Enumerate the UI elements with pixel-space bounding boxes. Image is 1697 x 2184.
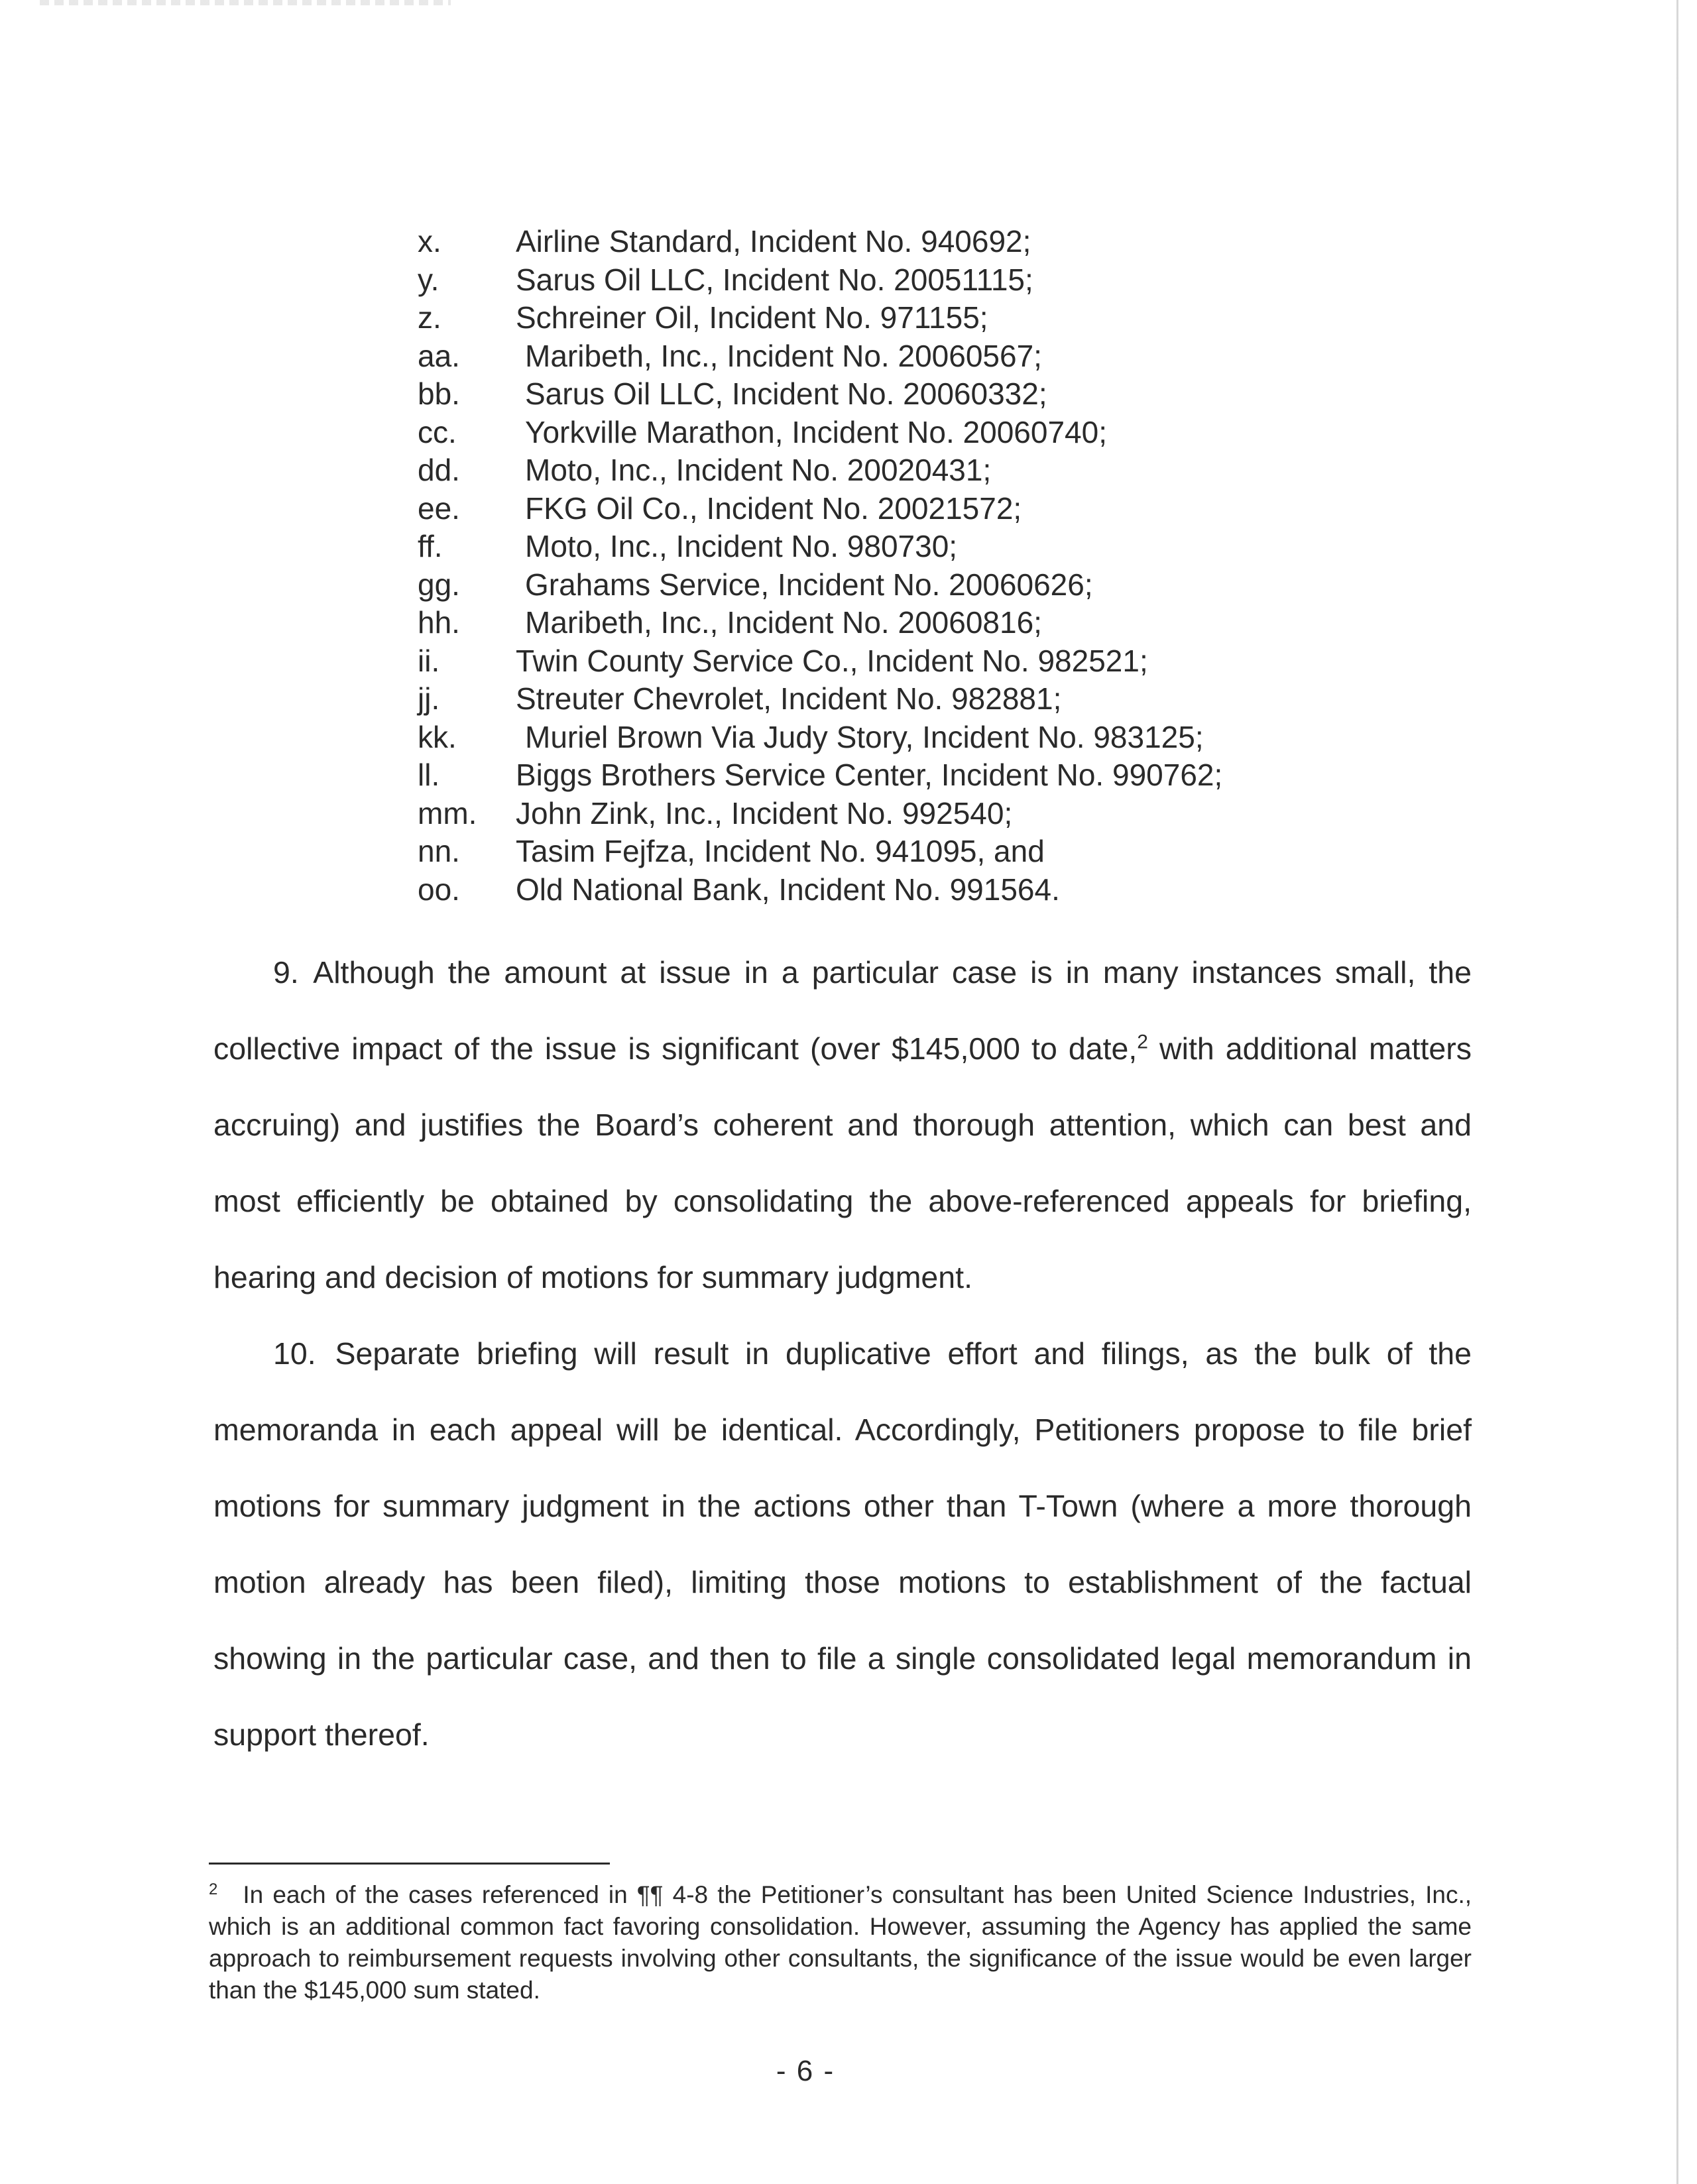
list-item [418, 680, 1545, 718]
list-item-label: jj. [418, 681, 440, 716]
list-item-text: Sarus Oil LLC, Incident No. 20051115; [516, 262, 1033, 297]
paragraph-text: Although the amount at issue in a particular case is in many instances small, the collective impact of the issue is significant (over $145,000 to date, [213, 955, 1472, 1066]
list-item [418, 375, 1545, 414]
footnote-divider [209, 1863, 610, 1865]
list-item [418, 871, 1545, 909]
paragraph-number: 10. [273, 1336, 316, 1371]
list-item-label: x. [418, 224, 441, 259]
page-edge-shadow [1676, 0, 1678, 2184]
list-item-label: cc. [418, 414, 457, 449]
list-item-label: dd. [418, 453, 460, 487]
list-item-label: aa. [418, 338, 460, 373]
list-item [418, 604, 1545, 642]
list-item-label: y. [418, 262, 439, 297]
list-item [418, 718, 1545, 757]
list-item-text: Muriel Brown Via Judy Story, Incident No. 983125; [525, 719, 1204, 754]
list-item-label: z. [418, 300, 441, 335]
footnote-mark: 2 [209, 1880, 218, 1898]
list-item-text: Streuter Chevrolet, Incident No. 982881; [516, 681, 1062, 716]
list-item [418, 299, 1545, 337]
list-item [418, 642, 1545, 681]
list-item [418, 451, 1545, 490]
list-item [418, 566, 1545, 604]
scan-artifact [40, 0, 451, 5]
list-item-label: ee. [418, 490, 460, 526]
list-item [418, 223, 1545, 261]
list-item-text: Grahams Service, Incident No. 20060626; [525, 567, 1093, 602]
list-item [418, 756, 1545, 795]
footnote-text: In each of the cases referenced in ¶¶ 4-8 the Petitioner’s consultant has been United Science Industries, Inc., which is an additional common fact favoring consolidation. However, assuming the Agency has applied the same approach to reimbursement requests involving other consultants, the significance of the issue would be even larger than the $145,000 sum stated. [209, 1881, 1472, 2004]
list-item-text: Yorkville Marathon, Incident No. 20060740; [525, 414, 1107, 449]
list-item-label: kk. [418, 719, 457, 754]
paragraph-9 [213, 935, 1472, 1316]
list-item-text: Maribeth, Inc., Incident No. 20060816; [525, 605, 1042, 640]
list-item-text: Schreiner Oil, Incident No. 971155; [516, 300, 988, 335]
paragraph-number: 9. [273, 955, 299, 990]
incident-list [418, 223, 1545, 909]
list-item-label: oo. [418, 872, 460, 907]
list-item-label: mm. [418, 795, 477, 831]
list-item [418, 490, 1545, 528]
list-item-text: Tasim Fejfza, Incident No. 941095, and [516, 834, 1045, 868]
list-item-text: Old National Bank, Incident No. 991564. [516, 872, 1060, 907]
list-item-label: ii. [418, 643, 440, 678]
paragraph-text-continued: with additional matters accruing) and justifies the Board’s coherent and thorough attention, which can best and most efficiently be obtained by consolidating the above-referenced appeals for briefing, hearing and decision of motions for summary judgment. [213, 1031, 1472, 1294]
footnote [209, 1879, 1472, 2006]
list-item-text: Maribeth, Inc., Incident No. 20060567; [525, 338, 1042, 373]
list-item [418, 337, 1545, 376]
list-item-text: John Zink, Inc., Incident No. 992540; [516, 795, 1013, 831]
list-item-text: Moto, Inc., Incident No. 980730; [525, 529, 958, 563]
list-item [418, 795, 1545, 833]
list-item-text: FKG Oil Co., Incident No. 20021572; [525, 490, 1022, 526]
list-item-text: Sarus Oil LLC, Incident No. 20060332; [525, 376, 1047, 411]
list-item [418, 414, 1545, 452]
list-item [418, 833, 1545, 871]
paragraph-text: Separate briefing will result in duplicative effort and filings, as the bulk of the memoranda in each appeal will be identical. Accordingly, Petitioners propose to file brief motions for summary judgment in the actions other than T-Town (where a more thorough motion already has been filed), limiting those motions to establishment of the factual showing in the particular case, and then to file a single consolidated legal memorandum in support thereof. [213, 1336, 1472, 1752]
list-item-label: gg. [418, 567, 460, 602]
list-item-text: Biggs Brothers Service Center, Incident No. 990762; [516, 758, 1223, 792]
list-item-label: ff. [418, 529, 443, 563]
list-item-text: Twin County Service Co., Incident No. 982521; [516, 643, 1148, 678]
list-item-text: Moto, Inc., Incident No. 20020431; [525, 453, 992, 487]
page-number: - 6 - [776, 2055, 835, 2087]
list-item-label: hh. [418, 605, 460, 640]
list-item-label: nn. [418, 834, 460, 868]
list-item-label: bb. [418, 376, 460, 411]
list-item [418, 261, 1545, 300]
list-item-label: ll. [418, 758, 440, 792]
footnote-reference: 2 [1137, 1031, 1148, 1053]
paragraph-10 [213, 1316, 1472, 1773]
list-item-text: Airline Standard, Incident No. 940692; [516, 224, 1031, 259]
list-item [418, 528, 1545, 566]
